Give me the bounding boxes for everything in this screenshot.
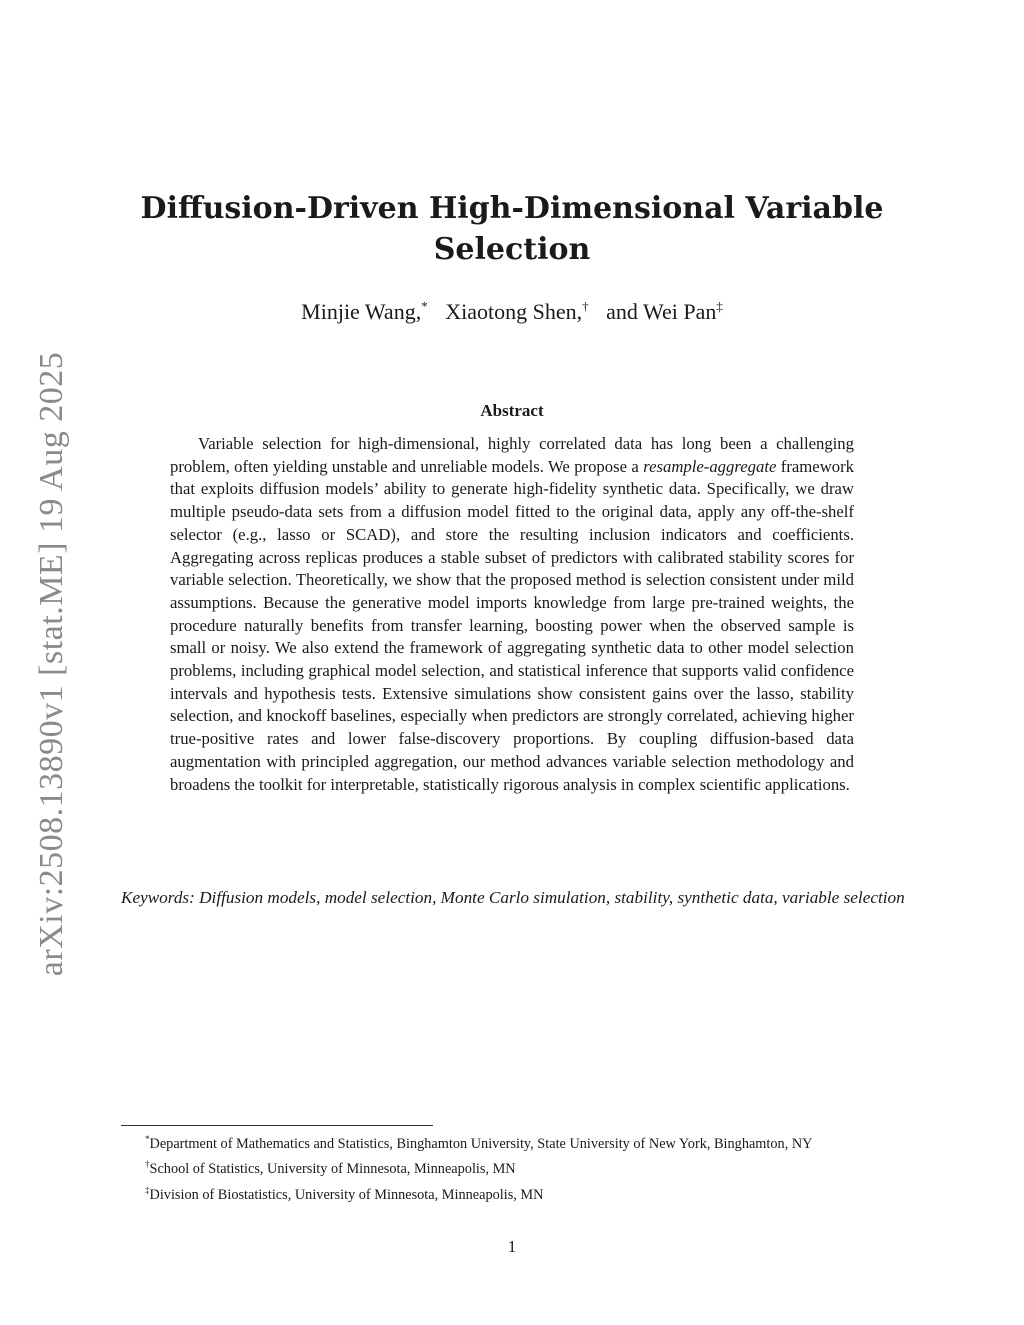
author-2 [445, 299, 588, 324]
title-line-1: Diffusion-Driven High-Dimensional Variable [140, 191, 884, 226]
abstract-text-part-2: framework that exploits diffusion models’ ability to generate high-fidelity synthetic data. Specifically, we draw multiple pseudo-data sets from a diffusion model fitted to the original data, apply any off-the-shelf selector (e.g., lasso or SCAD), and store the resulting inclusion indicators and coefficients. Aggregating across replicas produces a stable subset of predictors with calibrated stability scores for variable selection. Theoretically, we show that the proposed method is selection consistent under mild assumptions. Because the generative model imports knowledge from large pre-trained weights, the procedure naturally benefits from transfer learning, boosting power when the observed sample is small or noisy. We also extend the framework of aggregating synthetic data to other model selection problems, including graphical model selection, and statistical inference that supports valid confidence intervals and hypothesis tests. Extensive simulations show consistent gains over the lasso, stability selection, and knockoff baselines, especially when predictors are strongly correlated, achieving higher true-positive rates and lower false-discovery proportions. By coupling diffusion-based data augmentation with principled aggregation, our method advances variable selection methodology and broadens the toolkit for interpretable, statistically rigorous analysis in complex scientific applications. [170, 456, 854, 794]
affiliation-mark: † [582, 299, 589, 314]
title-line-2: Selection [433, 232, 591, 267]
keywords: Keywords: Diffusion models, model selection, Monte Carlo simulation, stability, synthetic data, variable selection [121, 888, 905, 907]
footnote-text: Department of Mathematics and Statistics, Binghamton University, State University of New York, Binghamton, NY [149, 1135, 813, 1152]
page-number: 1 [507, 1237, 517, 1256]
author-name: and Wei Pan [606, 299, 717, 325]
author-list [112, 299, 912, 325]
author-1 [301, 299, 428, 324]
abstract-italic-term: resample-aggregate [643, 456, 777, 476]
paper-title [112, 188, 912, 270]
affiliation-mark: ‡ [716, 299, 723, 314]
author-name: Xiaotong Shen, [445, 299, 583, 325]
abstract-text-part-1: Variable selection for high-dimensional, highly correlated data has long been a challenging problem, often yielding unstable and unreliable models. We propose a [170, 434, 854, 476]
footnote-mark: † [145, 1159, 150, 1170]
author-3 [606, 299, 723, 324]
footnotes [121, 1129, 905, 1205]
affiliation-mark: * [421, 299, 428, 314]
footnote-text: School of Statistics, University of Minnesota, Minneapolis, MN [149, 1161, 516, 1178]
footnote-affiliation-3 [121, 1180, 905, 1205]
author-name: Minjie Wang, [301, 299, 422, 325]
footnote-mark: * [145, 1134, 150, 1144]
arxiv-identifier-stamp: arXiv:2508.13890v1 [stat.ME] 19 Aug 2025 [33, 351, 70, 977]
footnote-affiliation-2 [121, 1154, 905, 1179]
footnote-text: Division of Biostatistics, University of Minnesota, Minneapolis, MN [149, 1186, 544, 1203]
footnote-mark: ‡ [145, 1184, 150, 1195]
footnote-divider [121, 1125, 433, 1126]
footnote-affiliation-1 [121, 1129, 905, 1154]
abstract-heading: Abstract [480, 401, 544, 420]
abstract-body [170, 433, 854, 796]
